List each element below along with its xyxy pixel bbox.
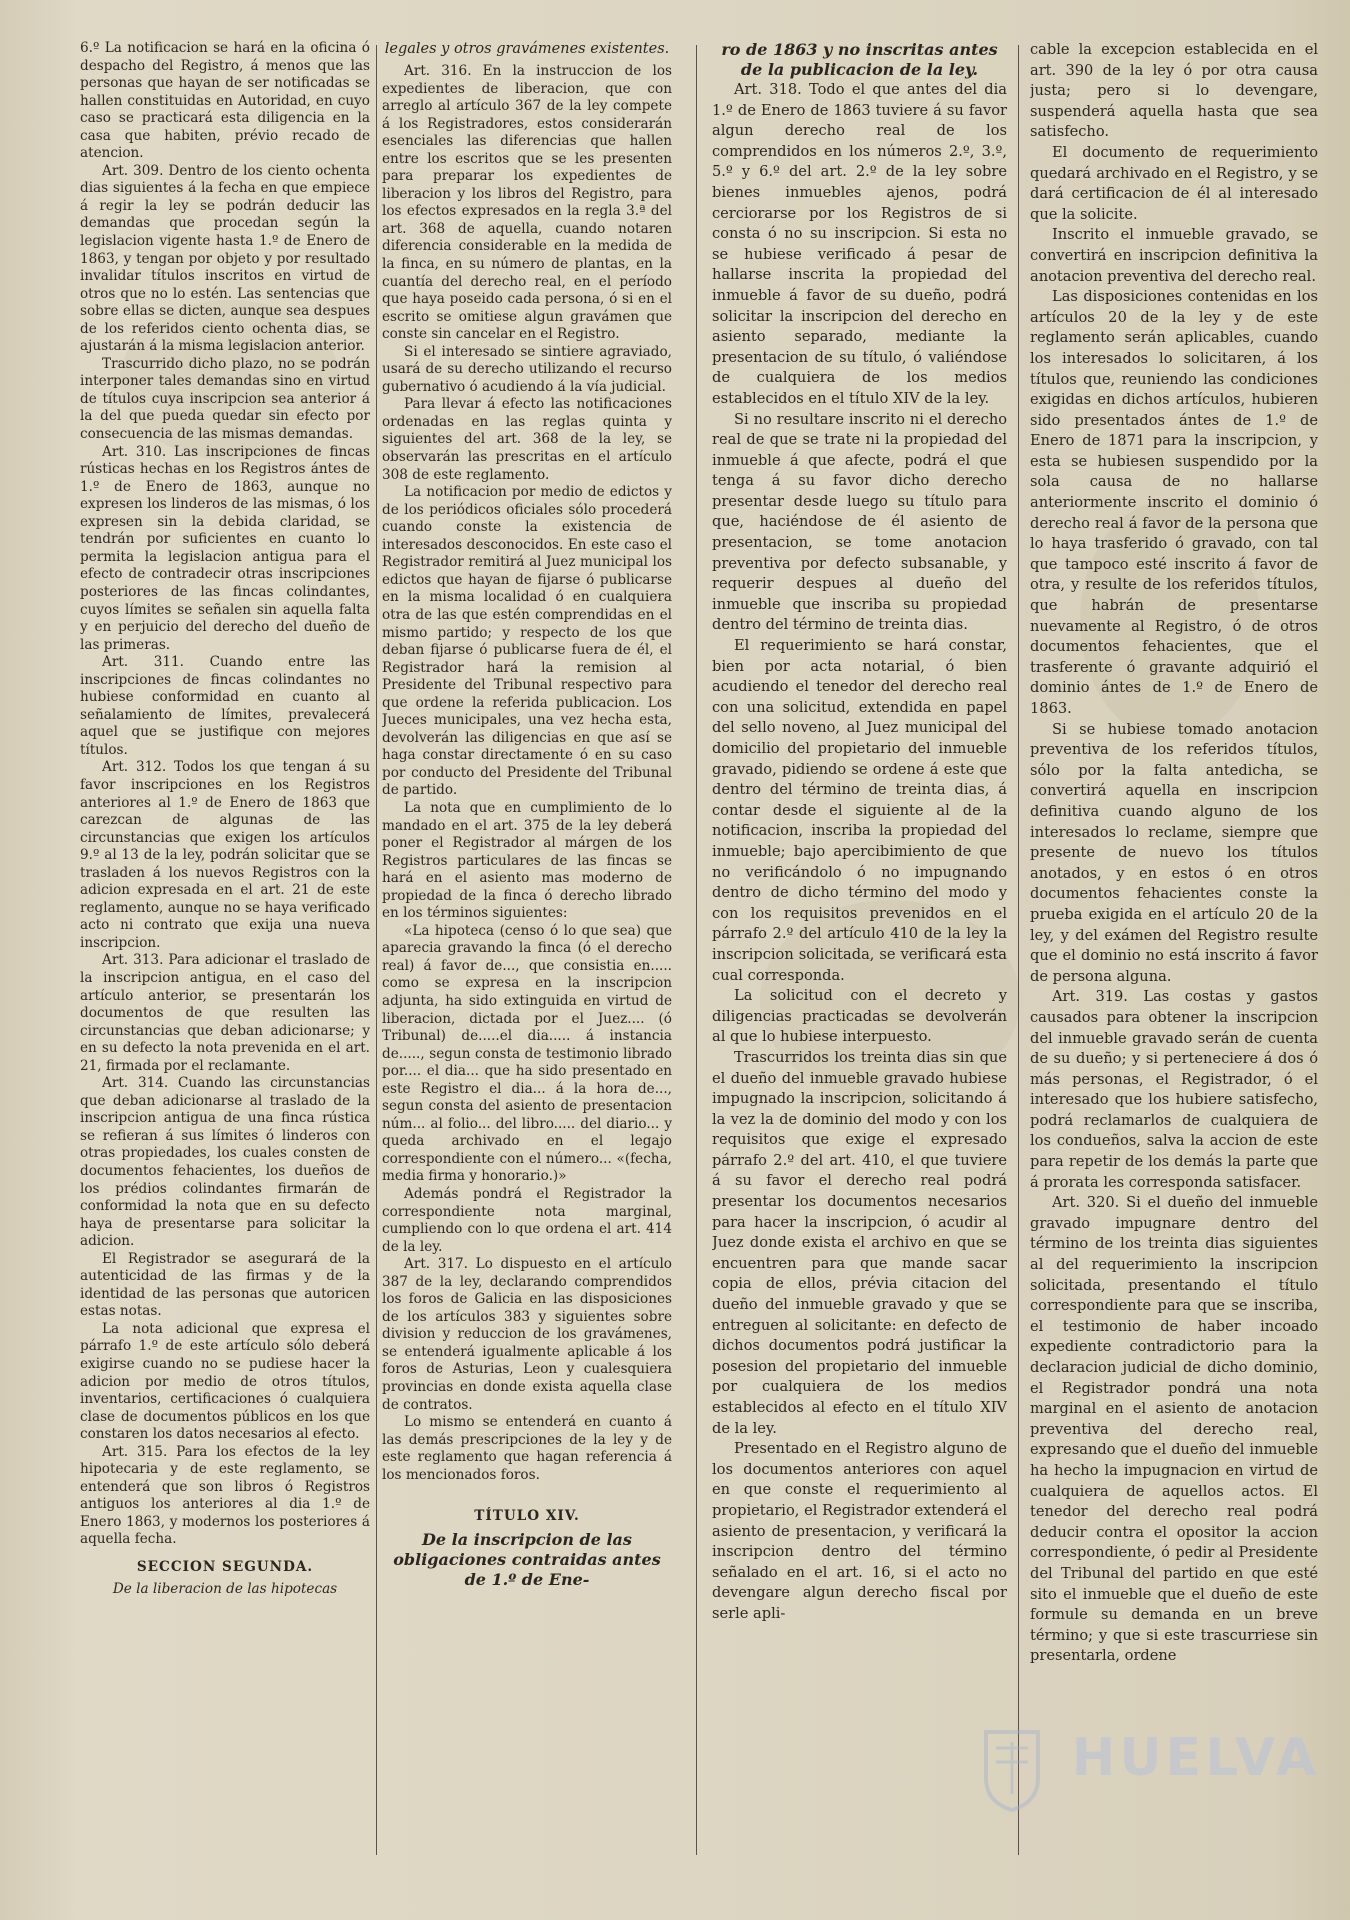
section-subheading: De la liberacion de las hipotecas [112, 1580, 338, 1597]
paragraph: Art. 318. Todo el que antes del dia 1.º de Enero de 1863 tuviere á su favor algun derecho real de los comprendidos en los números 2.º, 3.º, 5.º y 6.º del art. 2.º de la ley sobre bienes inmuebles ajenos, podrá cerciorarse por los Registros de si consta ó no su inscripcion. Si esta no se hubiese verificado á pesar de hallarse inscrita la propiedad del inmueble á favor de su dueño, podrá solicitar la inscripcion del derecho en asiento separado, mediante la presentacion de su título, ó valiéndose de cualquiera de los medios establecidos en el título XIV de la ley. [712, 81, 1007, 407]
paragraph: Trascurrido dicho plazo, no se podrán interponer tales demandas sino en virtud de títulos cuya inscripcion sea anterior á la del que pueda quedar sin efecto por consecuencia de las mismas demandas. [80, 355, 370, 443]
paragraph: La nota que en cumplimiento de lo mandado en el art. 375 de la ley deberá poner el Registrador al márgen de los Registros particulares de las fincas se hará en el asiento mas moderno de propiedad de la finca ó derecho librado en los términos siguientes: [382, 799, 672, 922]
paragraph: Las disposiciones contenidas en los artículos 20 de la ley y de este reglamento serán aplicables, cuando los interesados lo solicitaren, á los títulos que, reuniendo las condiciones exigidas en dichos artículos, hubieren sido presentados ántes de 1.º de Enero de 1871 para la inscripcion, y esta se hubiesen suspendido por la sola causa de no hallarse anteriormente inscrito el dominio ó derecho real á favor de la persona que lo haya trasferido ó gravado, con tal que tampoco esté inscrito á favor de otra, y resulte de los referidos títulos, que habrán de presentarse nuevamente al Registro, ó de otros documentos fehacientes, que el trasferente ó gravante adquirió el dominio ántes de 1.º de Enero de 1863. [1030, 288, 1318, 717]
paragraph: Trascurridos los treinta dias sin que el dueño del inmueble gravado hubiese impugnado la inscripcion, solicitando á la vez la de dominio del modo y con los requisitos que exige el expresado párrafo 2.º del art. 410, el que tuviere á su favor el derecho real podrá presentar los documentos necesarios para hacer la inscripcion, ó acudir al Juez donde exista el archivo en que se encuentren para que mande sacar copia de ellos, prévia citacion del dueño del inmueble gravado y que se entreguen al solicitante: en defecto de dichos documentos podrá justificar la posesion del propietario del inmueble por cualquiera de los medios establecidos al efecto en el título XIV de la ley. [712, 1048, 1007, 1437]
paragraph: Art. 315. Para los efectos de la ley hipotecaria y de este reglamento, se entenderá que son libros ó Registros antiguos los anteriores al dia 1.º de Enero 1863, y modernos los posteriores á aquella fecha. [80, 1443, 370, 1548]
column-heading: legales y otros gravámenes existentes. [384, 41, 670, 57]
paragraph: Si el interesado se sintiere agraviado, usará de su derecho utilizando el recurso gubernativo ó acudiendo á la vía judicial. [382, 343, 672, 395]
paragraph: El requerimiento se hará constar, bien por acta notarial, ó bien acudiendo el tenedor del derecho real con una solicitud, extendida en papel del sello noveno, al Juez municipal del domicilio del propietario del inmueble gravado, pidiendo se ordene á este que dentro del término de treinta dias, á contar desde el siguiente al de la notificacion, inscriba la propiedad del inmueble; bajo apercibimiento de que no verificándolo ó no impugnando dentro de dicho término del modo y con los requisitos prevenidos en el párrafo 2.º del artículo 410 de la ley la inscripcion solicitada, se verificará esta cual corresponda. [712, 637, 1007, 984]
paragraph: Además pondrá el Registrador la correspondiente nota marginal, cumpliendo con lo que ordena el art. 414 de la ley. [382, 1186, 672, 1255]
paragraph: Para llevar á efecto las notificaciones ordenadas en las reglas quinta y siguientes del art. 368 de la ley, se observarán las prescritas en el artículo 308 de este reglamento. [382, 396, 672, 483]
paragraph: La nota adicional que expresa el párrafo 1.º de este artículo sólo deberá exigirse cuando no se pudiese hacer la adicion por medio de otros títulos, inventarios, certificaciones ó cualquiera clase de documentos públicos en los que constaren los datos necesarios al efecto. [80, 1320, 370, 1443]
paragraph: «La hipoteca (censo ó lo que sea) que aparecia gravando la finca (ó el derecho real) á favor de..., que consistia en..... como se expresa en la inscripcion adjunta, ha sido extinguida en virtud de liberacion, dictada por el Juez.... (ó Tribunal) de.....el dia..... á instancia de....., segun consta de testimonio librado por.... el dia... que ha sido presentado en este Registro el dia... á la hora de..., segun consta del asiento de presentacion núm... al folio... del libro..... del diario... y queda archivado en el legajo correspondiente con el número... «(fecha, media firma y honorario.)» [382, 922, 672, 1185]
paragraph: cable la excepcion establecida en el art. 390 de la ley ó por otra causa justa; pero si lo devengare, suspenderá aquella hasta que sea satisfecho. [1030, 41, 1318, 141]
column-3 [712, 40, 1007, 1880]
paragraph: Art. 316. En la instruccion de los expedientes de liberacion, que con arreglo al artículo 367 de la ley compete á los Registradores, estos considerarán esenciales las diferencias que hallen entre los escritos que se les presenten para preparar los expedientes de liberacion y los libros del Registro, para los efectos expresados en la regla 3.ª del art. 368 de aquella, cuando notaren diferencia considerable en la medida de la finca, en su número de plantas, en la cuantía del derecho real, en el período que haya poseido cada persona, ó si en el escrito se omitiese algun gravámen que conste sin cancelar en el Registro. [382, 63, 672, 343]
paragraph: El documento de requerimiento quedará archivado en el Registro, y se dará certificacion de él al interesado que la solicite. [1030, 143, 1318, 223]
paragraph: La notificacion por medio de edictos y de los periódicos oficiales sólo procederá cuando conste la existencia de interesados desconocidos. En este caso el Registrador remitirá al Juez municipal los edictos que hayan de fijarse ó publicarse en la misma localidad ó en cualquiera otra de las que estén comprendidas en el mismo partido; y respecto de los que deban fijarse ó publicarse fuera de él, el Registrador hará la remision al Presidente del Tribunal respectivo para que ordene la referida publicacion. Los Jueces municipales, una vez hecha esta, devolverán las diligencias en que así se haga constar directamente ó en su caso por conducto del Presidente del Tribunal de partido. [382, 484, 672, 799]
paragraph: Lo mismo se entenderá en cuanto á las demás prescripciones de la ley y de este reglamento que hagan referencia á los mencionados foros. [382, 1414, 672, 1483]
paragraph: La solicitud con el decreto y diligencias practicadas se devolverán al que lo hubiese interpuesto. [712, 987, 1007, 1046]
title-heading: TÍTULO XIV. [474, 1508, 580, 1525]
column-heading: ro de 1863 y no inscritas antes de la publicacion de la ley. [721, 40, 998, 79]
column-divider [376, 45, 377, 1855]
paragraph: El Registrador se asegurará de la autenticidad de las firmas y de la identidad de las personas que autoricen estas notas. [80, 1250, 370, 1320]
column-divider [1018, 45, 1019, 1855]
paragraph: Art. 317. Lo dispuesto en el artículo 387 de la ley, declarando comprendidos los foros de Galicia en las disposiciones de los artículos 383 y siguientes sobre division y reduccion de los gravámenes, se entenderá igualmente aplicable á los foros de Asturias, Leon y cualesquiera provincias en donde exista aquella clase de contratos. [382, 1256, 672, 1413]
section-heading: SECCION SEGUNDA. [136, 1559, 314, 1576]
paragraph: Art. 313. Para adicionar el traslado de la inscripcion antigua, en el caso del artículo anterior, se presentarán los documentos de que resulten las circunstancias que deban adicionarse; y en su defecto la nota prevenida en el art. 21, firmada por el reclamante. [80, 952, 370, 1074]
paragraph: Art. 311. Cuando entre las inscripciones de fincas colindantes no hubiese conformidad en cuanto al señalamiento de límites, prevalecerá aquel que se justifique con mejores títulos. [80, 654, 370, 758]
paragraph: Si no resultare inscrito ni el derecho real de que se trate ni la propiedad del inmueble á que afecte, podrá el que tenga á su favor dicho derecho presentar desde luego su título para que, haciéndose de él asiento de presentacion, se tome anotacion preventiva por defecto subsanable, y requerir despues al dueño del inmueble que inscriba su propiedad dentro del término de treinta dias. [712, 410, 1007, 634]
column-2 [382, 40, 672, 1880]
paragraph: Art. 319. Las costas y gastos causados para obtener la inscripcion del inmueble gravado serán de cuenta de su dueño; y si perteneciere á dos ó más personas, el Registrador, ó el interesado que los hubiere satisfecho, podrá reclamarlos de cualquiera de los condueños, salva la accion de este para repetir de los demás la parte que á prorata les corresponda satisfacer. [1030, 988, 1318, 1191]
paragraph: Art. 309. Dentro de los ciento ochenta dias siguientes á la fecha en que empiece á regir la ley se podrán deducir las demandas que procedan según la legislacion vigente hasta 1.º de Enero de 1863, y tengan por objeto y por resultado invalidar títulos inscritos en virtud de otros que no lo estén. Las sentencias que sobre ellas se dicten, aunque sea despues de los referidos ciento ochenta dias, se ajustarán á la misma legislacion anterior. [80, 162, 370, 355]
column-4 [1030, 40, 1318, 1880]
paragraph: Presentado en el Registro alguno de los documentos anteriores con aquel en que conste el requerimiento al propietario, el Registrador extenderá el asiento de presentacion, y verificará la inscripcion dentro del término señalado en el art. 16, si el acto no devengare algun derecho fiscal por serle apli- [712, 1440, 1007, 1622]
watermark-logo: HUELVA [1071, 1728, 1320, 1788]
paragraph: Inscrito el inmueble gravado, se convertirá en inscripcion definitiva la anotacion preventiva del derecho real. [1030, 226, 1318, 285]
paragraph: Art. 320. Si el dueño del inmueble gravado impugnare dentro del término de los treinta dias siguientes al del requerimiento la inscripcion solicitada, presentando el título correspondiente para que se inscriba, el testimonio de haber incoado expediente contradictorio para la declaracion judicial de dicho dominio, el Registrador pondrá una nota marginal en el asiento de anotacion preventiva del derecho real, expresando que el dueño del inmueble ha hecho la impugnacion en virtud de cualquiera de aquellos actos. El tenedor del derecho real podrá deducir contra el opositor la accion correspondiente, ó pedir al Presidente del Tribunal del partido en que esté sito el inmueble que el dueño de este formule su demanda en un breve término; y que si este trascurriese sin presentarla, ordene [1030, 1194, 1318, 1665]
column-1 [80, 40, 370, 1840]
paragraph: 6.º La notificacion se hará en la oficina ó despacho del Registro, á menos que las personas que hayan de ser notificadas se hallen constituidas en Autoridad, en cuyo caso se practicará esta diligencia en la casa que habiten, prévio recado de atencion. [80, 40, 370, 162]
paragraph: Art. 312. Todos los que tengan á su favor inscripciones en los Registros anteriores al 1.º de Enero de 1863 que carezcan de algunas de las circunstancias que exigen los artículos 9.º al 13 de la ley, podrán solicitar que se trasladen á los nuevos Registros con la adicion expresada en el art. 21 de este reglamento, aunque no se haya verificado acto ni contrato que exija una nueva inscripcion. [80, 759, 370, 951]
title-subheading: De la inscripcion de las obligaciones contraidas antes de 1.º de Ene- [393, 1529, 661, 1589]
paragraph: Art. 314. Cuando las circunstancias que deban adicionarse al traslado de la inscripcion antigua de una finca rústica se refieran á sus límites ó linderos con otras propiedades, los cuales consten de documentos fehacientes, los dueños de los prédios colindantes firmarán de conformidad la nota que en su defecto haya de presentarse para solicitar la adicion. [80, 1075, 370, 1250]
paragraph: Art. 310. Las inscripciones de fincas rústicas hechas en los Registros ántes de 1.º de Enero de 1863, aunque no expresen los linderos de las mismas, ó los expresen sin la debida claridad, se tendrán por suficientes en cuanto lo permita la legislacion antigua para el efecto de contradecir otras inscripciones posteriores de las fincas colindantes, cuyos límites se señalen sin aquella falta y en perjuicio del derecho del dueño de las primeras. [80, 443, 370, 653]
column-divider [696, 45, 697, 1855]
paragraph: Si se hubiese tomado anotacion preventiva de los referidos títulos, sólo por la falta antedicha, se convertirá aquella en inscripcion definitiva cuando alguno de los interesados lo reclame, siempre que presente de nuevo los títulos anotados, y en estos ó en otros documentos fehacientes conste la prueba exigida en el artículo 20 de la ley, y del exámen del Registro resulte que el dominio no está inscrito á favor de persona alguna. [1030, 720, 1318, 985]
